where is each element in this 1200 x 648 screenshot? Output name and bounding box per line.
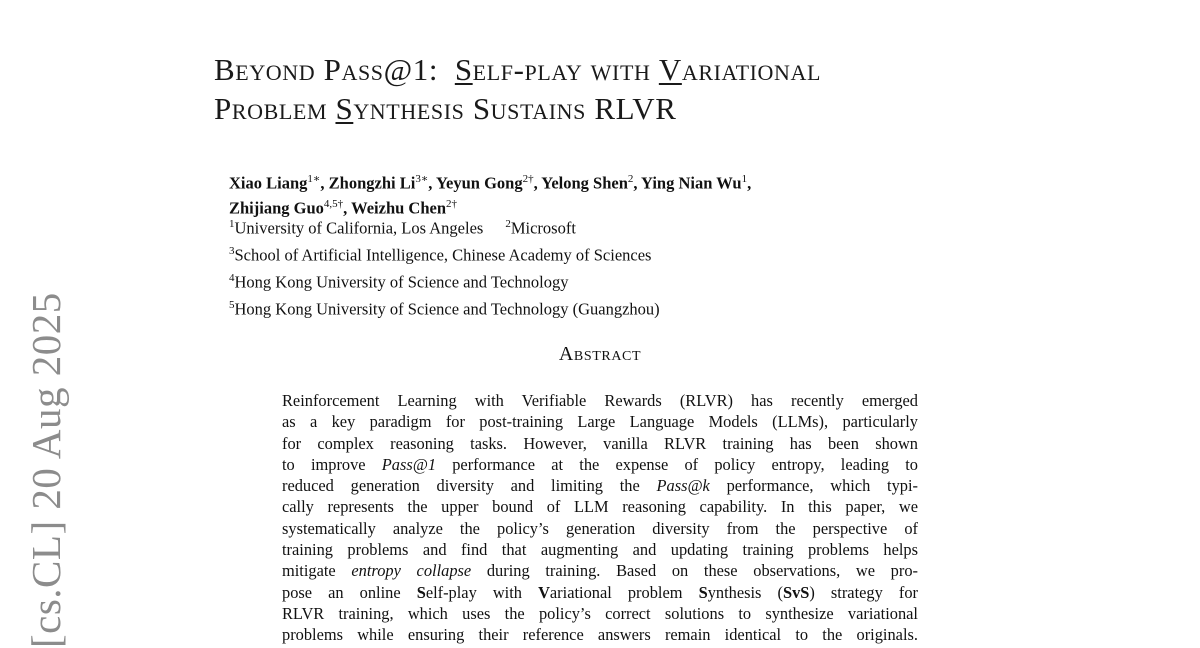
abstract-line: for complex reasoning tasks. However, vanilla RLVR training has been shown [282,433,918,453]
author-name: Zhijiang Guo [229,198,324,217]
author-mark: 1∗ [307,173,321,185]
author-name: Ying Nian Wu [641,173,742,193]
author-mark: 2† [446,197,458,210]
abstract-line: RLVR training, which uses the policy’s correct solutions to synthesize variational [282,603,918,623]
author-mark: 1 [741,173,748,185]
affiliation-list [229,213,660,321]
affiliation-line: $^4$Hong Kong University of Science and Technology [229,272,569,292]
author-name: Xiao Liang [229,173,308,193]
author-name: Yelong Shen [541,173,628,193]
author-mark: 4,5† [323,197,344,210]
title-underlined-S2: S [335,91,354,126]
abstract-line: pose an online Self-play with Variational problem Synthesis (SvS) strategy for [282,582,918,602]
author-mark: 2† [522,173,534,185]
author-name: Weizhu Chen [351,198,447,217]
abstract-line: reduced generation diversity and limiting the Pass@k performance, which typi- [282,476,918,496]
abstract-line: training problems and find that augmenting and updating training problems helps [282,540,918,560]
abstract-line: cally represents the upper bound of LLM reasoning capability. In this paper, we [282,497,918,517]
abstract-line: to improve Pass@1 performance at the expense of policy entropy, leading to [282,454,918,474]
paper-title [214,50,821,128]
abstract-line: problems while ensuring their reference answers remain identical to the originals. [282,625,918,645]
abstract-line: systematically analyze the policy’s generation diversity from the perspective of [282,518,918,538]
abstract-line: Reinforcement Learning with Verifiable Rewards (RLVR) has recently emerged [282,391,918,410]
abstract-line: mitigate entropy collapse during training. Based on these observations, we pro- [282,561,918,581]
title-underlined-V: V [658,52,682,87]
author-list [229,169,751,218]
abstract-body [282,390,918,646]
author-name: Yeyun Gong [435,173,523,193]
arxiv-side-stamp: [cs.CL] 20 Aug 2025 [23,292,69,648]
abstract-heading: Abstract [558,343,642,365]
author-line-2: Zhijiang Guo$^{4,5\dagger}$, Weizhu Chen$^{2\dagger}$ [229,197,458,217]
author-mark: 2 [627,173,634,185]
title-line-1: Beyond Pass@1: Self-play with Variational [214,52,822,87]
affiliation-line: $^5$Hong Kong University of Science and Technology (Guangzhou) [229,299,660,319]
author-line-1: Xiao Liang$^{1∗}$, Zhongzhi $Li^{3∗}$, Yeyun Gong$^{2\dagger}$, Yelong Shen$^2$, Ying Nian Wu$^1$, [229,173,752,193]
affiliation-line: $^1$University of California, Los Angeles $^2$Microsoft [229,218,576,238]
affiliation-line: $^3$School of Artificial Intelligence, Chinese Academy of Sciences [229,245,652,265]
title-line-2: Problem Synthesis Sustains RLVR [214,91,677,126]
author-mark: 3∗ [415,173,429,185]
author-name: Zhongzhi Li [328,173,416,193]
abstract-line: as a key paradigm for post-training Large Language Models (LLMs), particularly [282,412,918,432]
title-underlined-S: S [454,52,473,87]
